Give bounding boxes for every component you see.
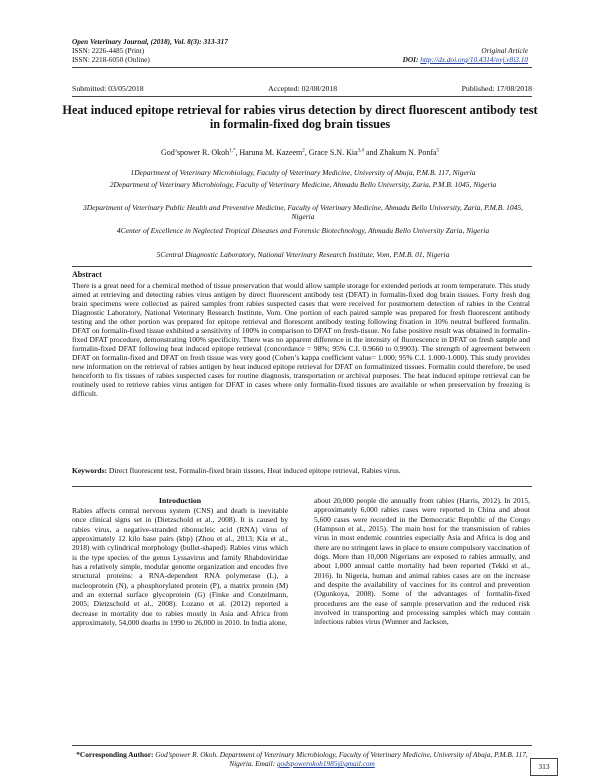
abstract-text: There is a great need for a chemical method of tissue preservation that would allow sample storage for extended periods at room temperature. This study aimed at retrieving and detecting rabies virus antigen by direct fluorescent antibody test (DFAT) in formalin-fixed dog brain tissues. Forty fresh dog brain specimens were collected as paired samples from rabies suspected cases that were received for postmortem detection of rabies in the Central Diagnostic Laboratory, National Veterinary Research Institute, Vom. One portion of each paired sample was prepared for fresh fluorescent antibody testing and the other portion was prepared for epitope retrieval and florescent antibody testing following fixation in 10% neutral buffered formalin. DFAT on formalin-fixed tissue exhibited a sensitivity of 100% in comparison to DFAT on fresh-tissue. No false positive result was obtained in formalin-fixed DFAT procedure, demonstrating 100% specificity. There was no apparent difference in the intensity of fluorescence in DFAT on fresh sample and formalin-fixed DFAT following heat induced epitope retrieval (concordance = 98%; 95% C.I. 0.9660 to 0.9903). The strength of agreement between DFAT on formalin-fixed and DFAT on fresh tissue was very good (Cohen’s kappa coefficient value= 1.000; 95% C.I. 1.000-1.000). This study provides new information on the retrieval of rabies antigen by heat induced epitope retrieval for DFAT on formalinized tissues. Formalin could therefore, be used henceforth to fix tissues of rabies suspected cases for routine diagnosis, transportation or archival purposes. The heat induced epitope retrieval can be routinely used to retrieve rabies virus antigen for DFAT in cases where only formalin-fixed tissues are available or when preservation by freezing is difficult.	[72, 281, 530, 398]
intro-right-column: about 20,000 people die annually from rabies (Harris, 2012). In 2015, approximately 6,000 rabies cases were reported in China and about 5,600 cases were recorded in the Democratic Republic of the Congo (Hampson et al., 2015). The main host for the transmission of rabies virus in most endemic countries especially Asia and Africa is dog and there are no stringent laws in place to ensure compulsory vaccination of dogs. More than 10,000 Nigerians are exposed to rabies annually, and about 1,000 annual cattle mortality had been reported (Tekki et al., 2016). In Nigeria, human and animal rabies cases are on the increase and despite the availability of vaccines for its control and prevention (Ogunkoya, 2008). Some of the advantages of formalin-fixed procedures are the ease of sample preservation and the reduced risk involved in transporting and processing samples which may contain infectious rabies virus (Wunner and Jackson,	[314, 496, 530, 627]
doi-link[interactable]: http://dx.doi.org/10.4314/ovj.v8i3.10	[420, 55, 528, 64]
header-divider	[72, 67, 532, 68]
keywords-text: Direct fluorescent test, Formalin-fixed brain tissues, Heat induced epitope retrieval, Rabies virus.	[108, 466, 401, 475]
corresponding-text: God’spower R. Okoh. Department of Veterinary Microbiology, Faculty of Veterinary Medicine, University of Abuja, P.M.B. 117, Nigeria. Email:	[155, 750, 528, 768]
affiliation-5: 5Central Diagnostic Laboratory, National Veterinary Research Institute, Vom, P.M.B. 01, Nigeria	[156, 250, 450, 259]
submitted-date: Submitted: 03/05/2018	[72, 84, 144, 93]
email-link[interactable]: godspowerokoh1985@gmail.com	[276, 759, 375, 768]
journal-citation: Open Veterinary Journal, (2018), Vol. 8(3): 313-317	[72, 37, 228, 46]
affiliation-4: 4Center of Excellence in Neglected Tropical Diseases and Forensic Biotechnology, Ahmadu Bello University Zaria, Nigeria	[116, 226, 490, 235]
dates-divider	[72, 96, 532, 97]
article-title: Heat induced epitope retrieval for rabies virus detection by direct fluorescent antibody test in formalin-fixed dog brain tissues	[62, 103, 538, 131]
accepted-date: Accepted: 02/08/2018	[268, 84, 338, 93]
affiliation-1: 1Department of Veterinary Microbiology, Faculty of Veterinary Medicine, University of Abuja, P.M.B. 117, Nigeria	[130, 168, 476, 177]
keywords	[72, 466, 530, 475]
introduction-heading: Introduction	[158, 496, 202, 505]
doi-label: DOI:	[402, 55, 419, 64]
doi-line	[403, 55, 528, 64]
author-list: God’spower R. Okoh$^{1,*}$, Haruna M. Kazeem$^2$, Grace S.N. Kia$^{3,4}$ and Zhakum N. Ponfa$^5$	[160, 148, 440, 157]
keywords-label: Keywords:	[72, 466, 107, 475]
affiliation-2: 2Department of Veterinary Microbiology, Faculty of Veterinary Medicine, Ahmadu Bello University, Zaria, P.M.B. 1045, Nigeria	[109, 180, 497, 189]
abstract-divider	[72, 486, 532, 487]
affiliation-3: 3Department of Veterinary Public Health and Preventive Medicine, Faculty of Veterinary Medicine, Ahmadu Bello University, Zaria, P.M.B. 1045, Nigeria	[83, 203, 523, 221]
corresponding-author	[72, 750, 532, 768]
issn-online: ISSN: 2218-6050 (Online)	[72, 55, 150, 64]
abstract-heading: Abstract	[72, 270, 102, 279]
affil-divider	[72, 266, 532, 267]
issn-print: ISSN: 2226-4485 (Print)	[72, 46, 145, 55]
corresponding-label: *Corresponding Author:	[76, 750, 154, 759]
article-dates	[72, 84, 532, 93]
article-type: Original Article	[481, 46, 528, 55]
intro-left-column: Rabies affects central nervous system (CNS) and death is inevitable once clinical signs set in (Dietzschold et al., 2008). It is caused by rabies virus, a negative-stranded ribonucleic acid (RNA) virus of approximately 12 kilo base pairs (kbp) (Zhou et al., 2013; Kia et al., 2018) with cylindrical morphology (bullet-shaped). Rabies virus which is the type species of the genus Lyssavirus and family Rhabdoviridae has a relatively simple, modular genome organization and encodes five structural proteins: a RNA-dependent RNA polymerase (L), a nucleoprotein (N), a phosphorylated protein (P), a matrix protein (M) and an external surface glycoprotein (G) (Finke and Conzelmann, 2005; Dietzschold et al., 2008). Lozano et al. (2012) reported a decrease in mortality due to rabies mostly in Asia and Africa from approximately, 54,000 deaths in 1990 to 26,000 in 2010. In India alone,	[72, 506, 288, 628]
footer-divider	[72, 745, 532, 746]
page-number: 313	[530, 758, 558, 776]
published-date: Published: 17/08/2018	[461, 84, 532, 93]
